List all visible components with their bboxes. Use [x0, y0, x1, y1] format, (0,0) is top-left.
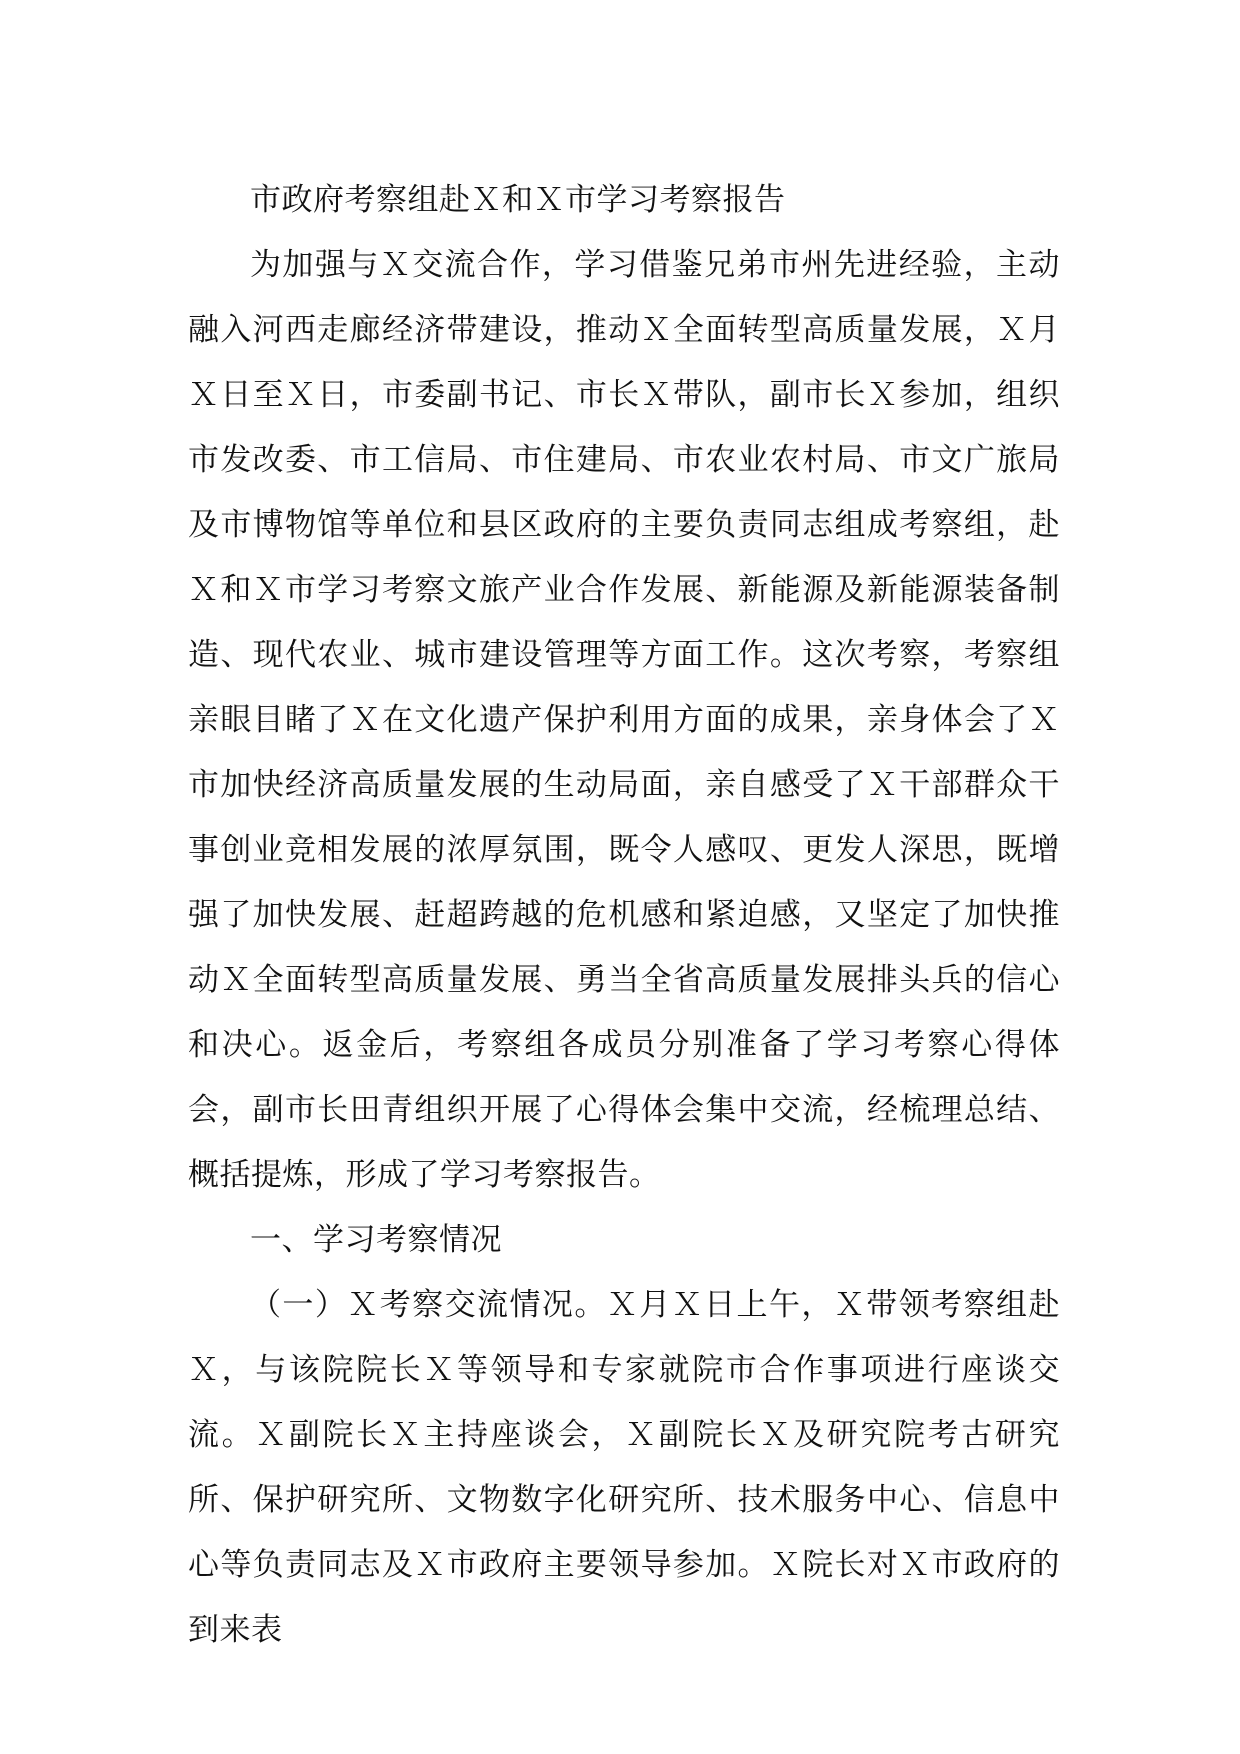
section-heading: 一、学习考察情况: [250, 1222, 502, 1258]
document-title: 市政府考察组赴Ｘ和Ｘ市学习考察报告: [250, 182, 786, 218]
document-body: [188, 168, 1060, 1663]
intro-paragraph: 为加强与Ｘ交流合作，学习借鉴兄弟市州先进经验，主动融入河西走廊经济带建设，推动Ｘ全面转型高质量发展，Ｘ月Ｘ日至Ｘ日，市委副书记、市长Ｘ带队，副市长Ｘ参加，组织市发改委、市工信局、市住建局、市农业农村局、市文广旅局及市博物馆等单位和县区政府的主要负责同志组成考察组，赴Ｘ和Ｘ市学习考察文旅产业合作发展、新能源及新能源装备制造、现代农业、城市建设管理等方面工作。这次考察，考察组亲眼目睹了Ｘ在文化遗产保护利用方面的成果，亲身体会了Ｘ市加快经济高质量发展的生动局面，亲自感受了Ｘ干部群众干事创业竞相发展的浓厚氛围，既令人感叹、更发人深思，既增强了加快发展、赶超跨越的危机感和紧迫感，又坚定了加快推动Ｘ全面转型高质量发展、勇当全省高质量发展排头兵的信心和决心。返金后，考察组各成员分别准备了学习考察心得体会，副市长田青组织开展了心得体会集中交流，经梳理总结、概括提炼，形成了学习考察报告。: [188, 247, 1060, 1193]
section-paragraph: （一）Ｘ考察交流情况。Ｘ月Ｘ日上午，Ｘ带领考察组赴Ｘ，与该院院长Ｘ等领导和专家就院市合作事项进行座谈交流。Ｘ副院长Ｘ主持座谈会，Ｘ副院长Ｘ及研究院考古研究所、保护研究所、文物数字化研究所、技术服务中心、信息中心等负责同志及Ｘ市政府主要领导参加。Ｘ院长对Ｘ市政府的到来表: [188, 1287, 1060, 1648]
